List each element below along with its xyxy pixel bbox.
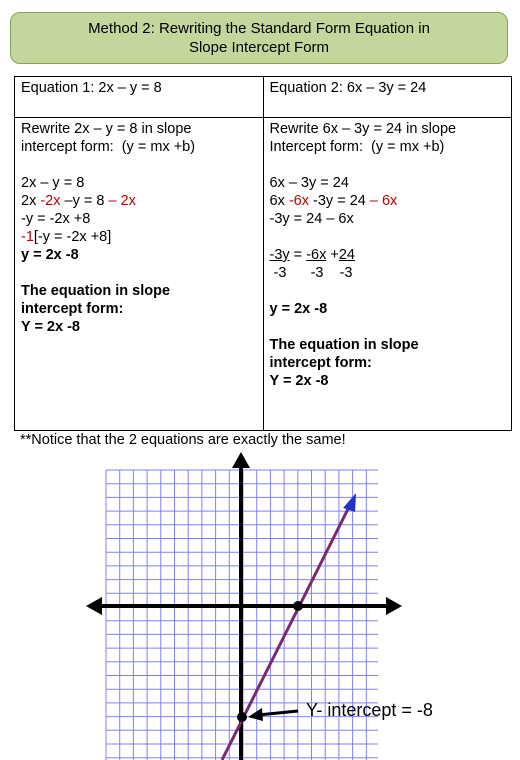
- equation-2-work: [263, 118, 512, 431]
- method-title-box: [10, 12, 508, 64]
- spacer: [270, 156, 506, 174]
- spacer: [21, 156, 257, 174]
- spacer: [270, 228, 506, 246]
- eq1-conclusion-3: Y = 2x -8: [21, 319, 80, 335]
- y-intercept-pointer-arrow: [248, 708, 298, 721]
- notice-text: **Notice that the 2 equations are exactly the same!: [20, 432, 346, 448]
- eq1-step-2-b: -2x: [40, 193, 61, 209]
- eq2-step-2-c: -3y = 24: [309, 193, 370, 209]
- eq1-conclusion-1: The equation in slope: [21, 283, 171, 299]
- eq2-step-2-b: -6x: [288, 193, 309, 209]
- spacer: [270, 282, 506, 300]
- eq1-step-4-a: -1: [21, 229, 34, 245]
- eq2-conclusion-1: The equation in slope: [269, 337, 419, 353]
- eq1-step-3: -y = -2x +8: [21, 211, 91, 227]
- spacer: [270, 318, 506, 336]
- eq2-division-numerators: [270, 246, 506, 264]
- spacer: [21, 264, 257, 282]
- coordinate-graph: [0, 450, 520, 760]
- eq2-division-denominators: -3 -3 -3: [269, 265, 353, 281]
- equation-1-header: Equation 1: 2x – y = 8: [15, 77, 264, 118]
- eq2-step-3: -3y = 24 – 6x: [269, 211, 354, 227]
- eq1-intro-2: intercept form: (y = mx +b): [21, 139, 196, 155]
- eq2-step-2-d: – 6x: [369, 193, 398, 209]
- eq2-conclusion-2: intercept form:: [269, 355, 372, 371]
- eq2-div-num-d: +: [326, 247, 339, 263]
- title-line-1: Method 2: Rewriting the Standard Form Equation in: [88, 20, 430, 37]
- eq1-step-2-d: – 2x: [108, 193, 136, 209]
- eq2-intro-2: Intercept form: (y = mx +b): [269, 139, 445, 155]
- eq2-intro-1: Rewrite 6x – 3y = 24 in slope: [269, 121, 457, 137]
- table-header-row: [15, 77, 512, 118]
- eq2-step-1: 6x – 3y = 24: [269, 175, 349, 191]
- eq2-div-num-b: =: [289, 247, 307, 263]
- eq2-div-num-a: -3y: [269, 247, 290, 263]
- x-intercept-point: [293, 601, 303, 611]
- eq2-step-2: [270, 192, 506, 210]
- eq2-result: y = 2x -8: [269, 301, 328, 317]
- equation-2-header: Equation 2: 6x – 3y = 24: [263, 77, 512, 118]
- eq1-step-2-a: 2x: [21, 193, 41, 209]
- eq2-div-num-e: 24: [338, 247, 355, 263]
- eq2-div-num-c: -6x: [306, 247, 327, 263]
- table-body-row: [15, 118, 512, 431]
- eq2-conclusion-3: Y = 2x -8: [269, 373, 329, 389]
- eq1-intro-1: Rewrite 2x – y = 8 in slope: [21, 121, 192, 137]
- eq1-step-4: [21, 228, 257, 246]
- eq1-step-2-c: –y = 8: [60, 193, 109, 209]
- eq2-step-2-a: 6x: [269, 193, 289, 209]
- eq1-step-4-b: [-y = -2x +8]: [33, 229, 112, 245]
- eq1-result: y = 2x -8: [21, 247, 79, 263]
- eq1-step-2: [21, 192, 257, 210]
- equations-table: [14, 76, 512, 431]
- y-intercept-label: Y- intercept = -8: [306, 700, 433, 720]
- eq1-step-1: 2x – y = 8: [21, 175, 85, 191]
- title-line-2: Slope Intercept Form: [188, 39, 330, 56]
- y-intercept-point: [237, 712, 247, 722]
- equation-1-work: [15, 118, 264, 431]
- eq1-conclusion-2: intercept form:: [21, 301, 124, 317]
